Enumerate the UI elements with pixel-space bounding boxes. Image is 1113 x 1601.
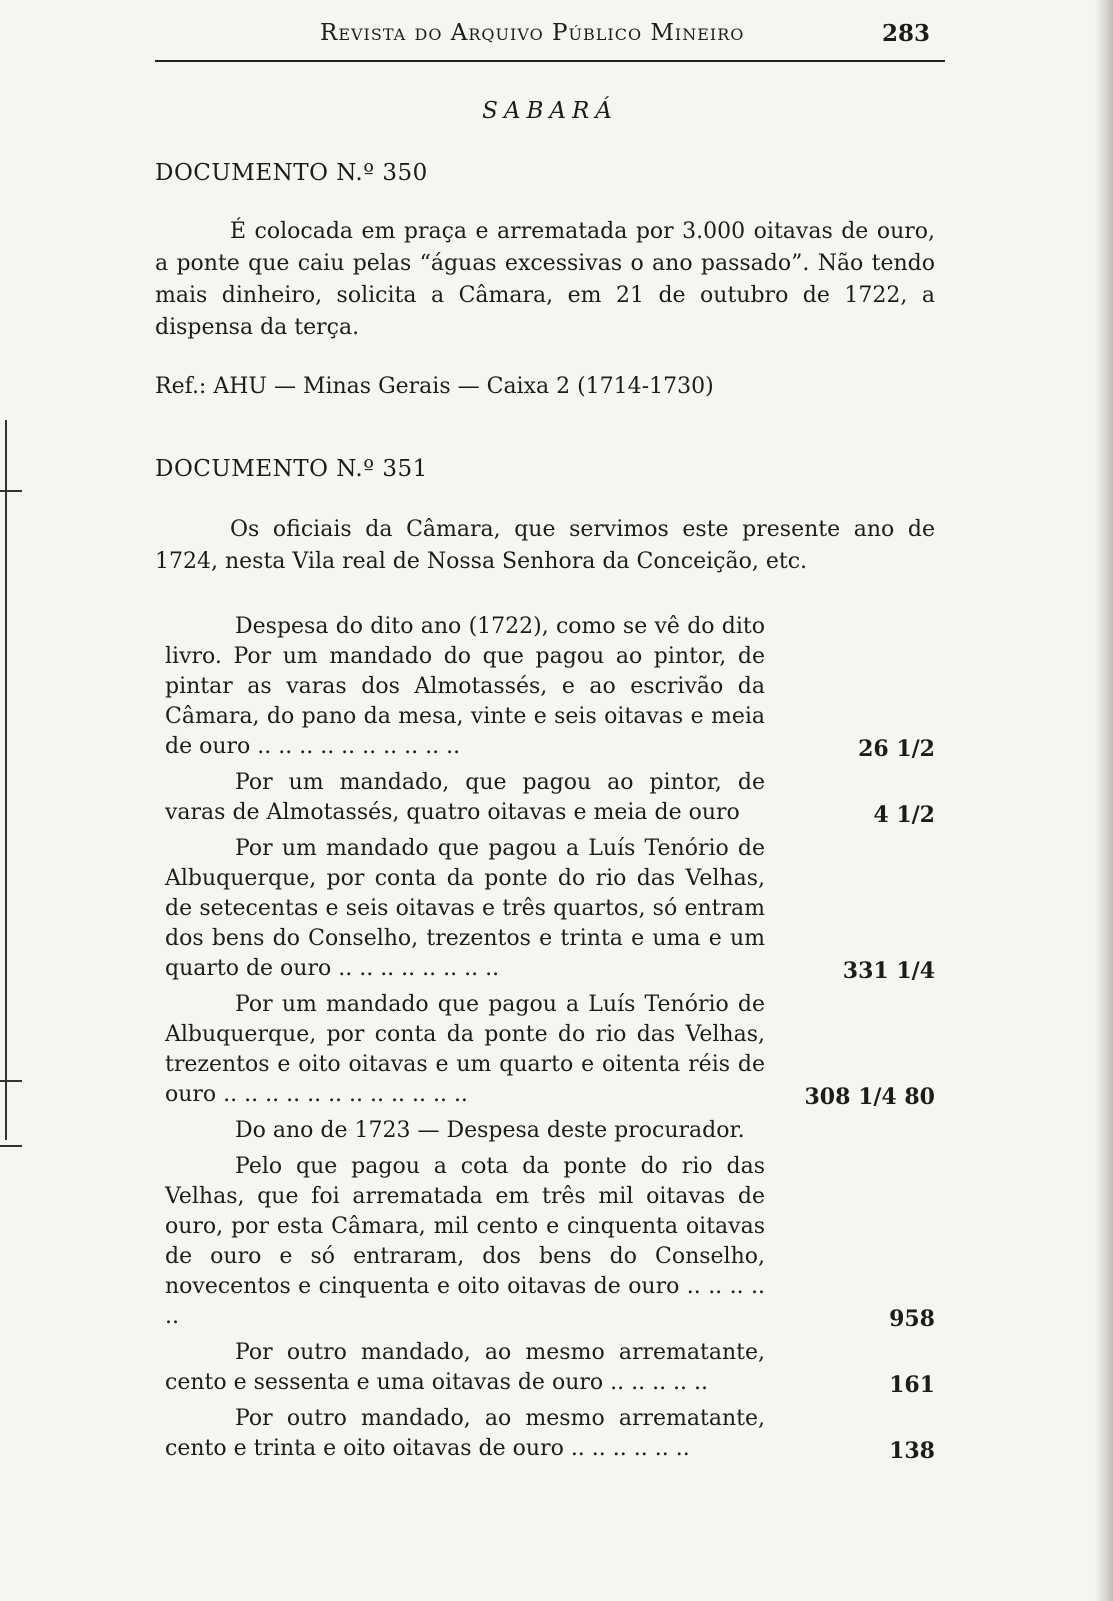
expense-entry-amount: 331 1/4 [842,958,935,984]
section-title: SABARÁ [482,98,618,124]
margin-tick [0,1145,22,1147]
running-head [155,20,955,60]
page-number: 283 [881,20,930,47]
document-350-heading: DOCUMENTO N.º 350 [155,160,428,186]
expense-entry-text: Por um mandado que pagou a Luís Tenório de Albuquerque, por conta da ponte do rio das Velhas, trezentos e oito oitavas e um quarto e oitenta réis de ouro .. .. .. .. .. .. .. .. .. .. .. .. [165,992,765,1107]
document-350-body: É colocada em praça e arrematada por 3.000 oitavas de ouro, a ponte que caiu pelas “águas excessivas o ano passado”. Não tendo mais dinheiro, solicita a Câmara, em 21 de outubro de 1722, a dispensa da terça. [155,219,935,340]
year-1723-heading: Do ano de 1723 — Despesa deste procurador. [235,1118,745,1143]
expense-entry [165,612,945,762]
expense-entry [165,834,945,984]
expense-entry [165,768,945,828]
margin-tick [0,1080,22,1082]
margin-line [5,420,7,1140]
expense-entry-text: Despesa do dito ano (1722), como se vê do dito livro. Por um mandado do que pagou ao pintor, de pintar as varas dos Almotassés, e ao escrivão da Câmara, do pano da mesa, vinte e seis oitavas e meia de ouro .. .. .. .. .. .. .. .. .. .. [165,614,765,759]
expense-entry-amount: 308 1/4 80 [804,1084,935,1110]
document-350-reference: Ref.: AHU — Minas Gerais — Caixa 2 (1714-1730) [155,374,714,399]
expense-entry [165,1152,945,1332]
expense-entry [165,1338,945,1398]
expense-entry-text: Por outro mandado, ao mesmo arrematante, cento e sessenta e uma oitavas de ouro .. .. .. .. .. [165,1340,765,1395]
expense-entry [165,990,945,1110]
margin-tick [0,490,22,492]
header-rule [155,60,945,62]
expense-entries [165,612,945,1470]
expense-entry-amount: 26 1/2 [858,736,935,762]
expense-entry-amount: 138 [889,1438,935,1464]
expense-entry-amount: 161 [889,1372,935,1398]
expense-entry [165,1404,945,1464]
expense-entry-amount: 4 1/2 [873,802,935,828]
expense-entry-text: Por um mandado, que pagou ao pintor, de varas de Almotassés, quatro oitavas e meia de ouro [165,770,765,825]
journal-title: Revista do Arquivo Público Mineiro [320,20,745,46]
expense-entry-text: Por um mandado que pagou a Luís Tenório de Albuquerque, por conta da ponte do rio das Velhas, de setecentas e seis oitavas e três quartos, só entram dos bens do Conselho, trezentos e trinta e uma e um quarto de ouro .. .. .. .. .. .. .. .. [165,836,765,981]
expense-entry-text: Pelo que pagou a cota da ponte do rio das Velhas, que foi arrematada em três mil oitavas de ouro, por esta Câmara, mil cento e cinquenta oitavas de ouro e só entraram, dos bens do Conselho, novecentos e cinquenta e oito oitavas de ouro .. .. .. .. .. [165,1154,765,1329]
page-edge-shadow [1095,0,1113,1601]
document-351-body: Os oficiais da Câmara, que servimos este presente ano de 1724, nesta Vila real de Nossa Senhora da Conceição, etc. [155,517,935,574]
document-351-heading: DOCUMENTO N.º 351 [155,456,428,482]
expense-entry-amount: 958 [889,1306,935,1332]
expense-entry-text: Por outro mandado, ao mesmo arrematante, cento e trinta e oito oitavas de ouro .. .. .. .. .. .. [165,1406,765,1461]
